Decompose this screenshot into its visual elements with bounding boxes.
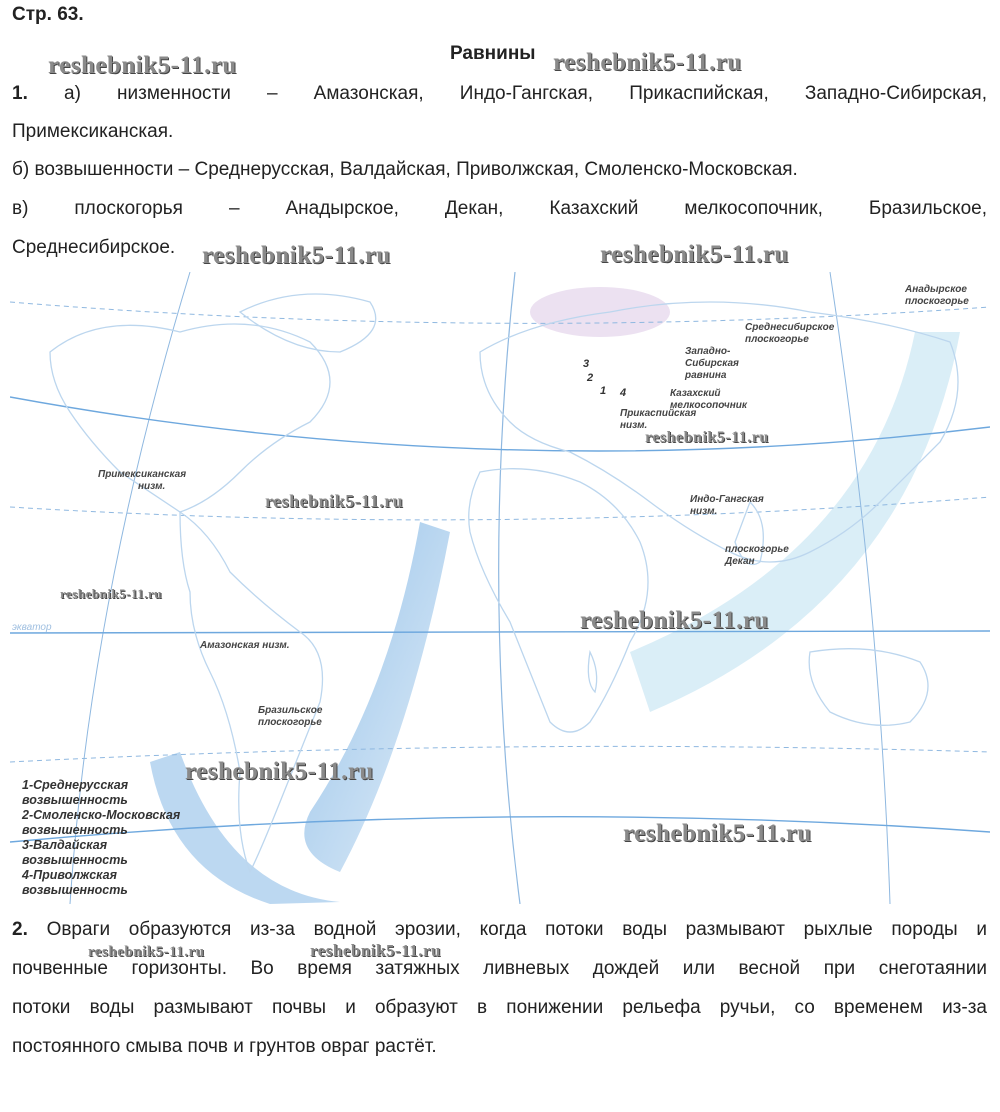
task1-a-continuation: Примексиканская. <box>12 121 174 142</box>
legend-line: возвышенность <box>22 793 128 807</box>
task1-a-text: а) низменности – Амазонская, Индо-Гангская, Прикаспийская, Западно-Сибирская, <box>64 83 987 104</box>
watermark-text: reshebnik5-11.ru <box>88 944 205 960</box>
map-legend <box>22 778 180 898</box>
task1-c-text: в) плоскогорья – Анадырское, Декан, Казахский мелкосопочник, Бразильское, <box>12 198 987 219</box>
marker-4: 4 <box>620 387 627 399</box>
label-brazilian-plateau: Бразильское плоскогорье <box>258 705 323 728</box>
marker-2: 2 <box>587 372 594 384</box>
watermark-text: reshebnik5-11.ru <box>645 429 769 446</box>
label-central-siberian-plateau: Среднесибирское плоскогорье <box>745 322 835 345</box>
watermark-text: reshebnik5-11.ru <box>580 607 769 634</box>
label-amazon-lowland: Амазонская низм. <box>200 640 290 651</box>
label-gulf-coastal-plain: Примексиканская низм. <box>98 469 187 492</box>
label-deccan-plateau: плоскогорье Декан <box>725 544 789 567</box>
label-kazakh-upland: Казахский мелкосопочник <box>670 388 747 411</box>
marker-1: 1 <box>600 385 607 397</box>
task1-b-text: б) возвышенности – Среднерусская, Валдайская, Приволжская, Смоленско-Московская. <box>12 159 798 180</box>
watermark-text: reshebnik5-11.ru <box>60 586 163 601</box>
label-indo-gangetic-plain: Индо-Гангская низм. <box>690 494 764 517</box>
legend-line: 1-Среднерусская <box>22 778 129 792</box>
watermark-text: reshebnik5-11.ru <box>600 241 789 268</box>
watermark-text: reshebnik5-11.ru <box>265 491 404 511</box>
page-number: Стр. 63. <box>12 4 84 25</box>
label-anadyr-plateau: Анадырское плоскогорье <box>905 284 969 307</box>
task2-line-3: потоки воды размывают почвы и образуют в понижении рельефа ручьи, со временем из-за <box>12 997 987 1018</box>
watermark-shape <box>530 287 670 337</box>
watermark-text: reshebnik5-11.ru <box>553 49 742 76</box>
task2-line-1: 2. Овраги образуются из-за водной эрозии, когда потоки воды размывают рыхлые породы и <box>12 919 988 940</box>
label-caspian-lowland: Прикаспийская низм. <box>620 408 697 431</box>
page-title: Равнины <box>450 43 536 64</box>
watermark-text: reshebnik5-11.ru <box>623 820 812 847</box>
legend-line: 3-Валдайская <box>22 838 108 852</box>
legend-line: 4-Приволжская <box>22 868 117 882</box>
legend-line: возвышенность <box>22 823 128 837</box>
watermark-text: reshebnik5-11.ru <box>185 758 374 785</box>
label-equator: экватор <box>12 622 52 633</box>
marker-3: 3 <box>583 358 590 370</box>
task1-number: 1. <box>12 83 28 104</box>
task2-line-4: постоянного смыва почв и грунтов овраг растёт. <box>12 1036 437 1057</box>
label-west-siberian-plain: Западно- Сибирская равнина <box>685 346 739 381</box>
legend-line: 2-Смоленско-Московская <box>22 808 181 822</box>
watermark-text: reshebnik5-11.ru <box>202 242 391 269</box>
watermark-text: reshebnik5-11.ru <box>310 941 441 960</box>
legend-line: возвышенность <box>22 853 128 867</box>
watermark-text: reshebnik5-11.ru <box>48 52 237 79</box>
task2-number: 2. <box>12 919 28 940</box>
legend-line: возвышенность <box>22 883 128 897</box>
task2-line-2: почвенные горизонты. Во время затяжных ливневых дождей или весной при снеготаянии <box>12 958 987 979</box>
task1-line-a <box>12 82 987 106</box>
task1-c-continuation: Среднесибирское. <box>12 237 176 258</box>
